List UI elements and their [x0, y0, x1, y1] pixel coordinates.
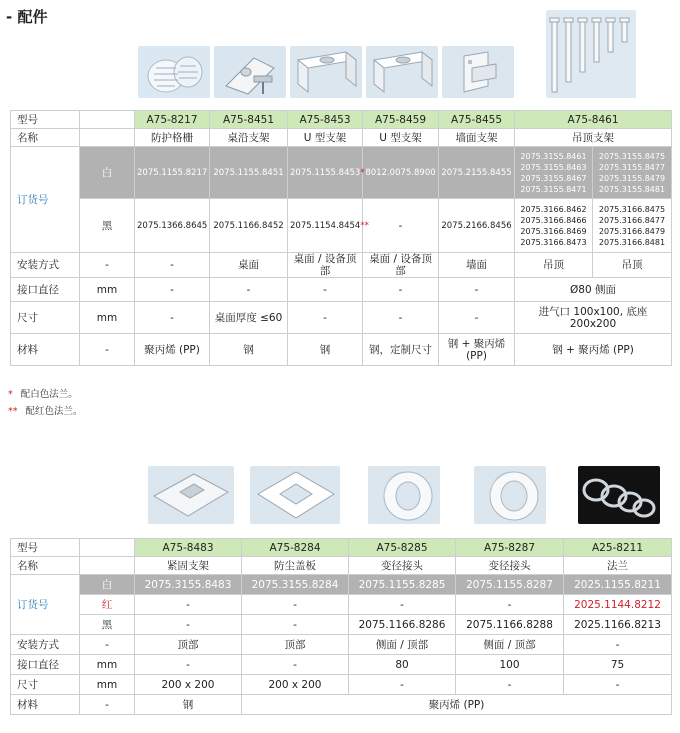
unit-cell: mm [80, 675, 135, 695]
footnote-mark: * [8, 389, 13, 400]
name-cell: 防护格栅 [135, 129, 210, 147]
order-code: 2075.3166.8477 [598, 215, 666, 225]
order-code: 2075.2166.8456 [439, 199, 515, 253]
model-cell: A25-8211 [564, 539, 672, 557]
ceiling-bracket-icon [546, 10, 636, 98]
name-cell: 桌沿支架 [210, 129, 288, 147]
install-cell: - [564, 635, 672, 655]
product-image-u-bracket-1 [290, 46, 362, 98]
material-cell: 聚丙烯 (PP) [135, 334, 210, 366]
label-black: 黑 [80, 199, 135, 253]
order-code: 2075.1166.8286 [349, 615, 456, 635]
name-cell: U 型支架 [363, 129, 439, 147]
unit-cell: mm [80, 302, 135, 334]
order-code: 2075.3155.8475 [598, 151, 666, 161]
fixing-bracket-icon [148, 466, 234, 524]
diameter-cell: 100 [456, 655, 564, 675]
order-code: 2075.3166.8481 [598, 237, 666, 247]
unit-cell: mm [80, 278, 135, 302]
label-name: 名称 [11, 129, 80, 147]
name-cell: 法兰 [564, 557, 672, 575]
order-code: 2075.1366.8645 [135, 199, 210, 253]
order-code: 2025.1144.8212 [564, 595, 672, 615]
model-cell: A75-8287 [456, 539, 564, 557]
accessories-table-2 [10, 538, 672, 715]
grille-icon [138, 46, 210, 98]
order-code: 2075.3166.8475 [598, 204, 666, 214]
row-order-white [11, 575, 672, 595]
unit-cell: - [80, 334, 135, 366]
desk-bracket-icon [214, 46, 286, 98]
model-cell: A75-8453 [288, 111, 363, 129]
install-cell: 侧面 / 顶部 [456, 635, 564, 655]
name-cell: U 型支架 [288, 129, 363, 147]
label-install: 安装方式 [11, 635, 80, 655]
order-code: 2075.1155.8287 [456, 575, 564, 595]
size-cell: 200 x 200 [135, 675, 242, 695]
order-code: 2075.3155.8284 [242, 575, 349, 595]
order-code: 2075.3155.8461 [520, 151, 587, 161]
order-code-list [515, 199, 593, 253]
footnote-mark: * [360, 167, 365, 178]
install-cell: 侧面 / 顶部 [349, 635, 456, 655]
model-cell: A75-8217 [135, 111, 210, 129]
install-cell: 墙面 [439, 253, 515, 278]
row-diameter [11, 655, 672, 675]
material-cell: 钢 [135, 695, 242, 715]
accessories-table-1 [10, 110, 672, 366]
model-cell: A75-8483 [135, 539, 242, 557]
order-code: 2025.1166.8213 [564, 615, 672, 635]
u-bracket-icon [290, 46, 362, 98]
diameter-cell: - [210, 278, 288, 302]
label-white: 白 [80, 147, 135, 199]
name-cell: 吊顶支架 [515, 129, 672, 147]
product-image-wall-bracket [442, 46, 514, 98]
install-cell: 吊顶 [515, 253, 593, 278]
order-code: 2075.1166.8288 [456, 615, 564, 635]
order-code: - [242, 615, 349, 635]
order-code: 2075.3166.8466 [520, 215, 587, 225]
unit-cell: - [80, 253, 135, 278]
product-image-grille [138, 46, 210, 98]
diameter-cell: - [288, 278, 363, 302]
row-material [11, 695, 672, 715]
label-diameter: 接口直径 [11, 278, 80, 302]
order-code: 2075.3166.8479 [598, 226, 666, 236]
size-cell: - [135, 302, 210, 334]
material-cell: 钢 + 聚丙烯 (PP) [439, 334, 515, 366]
row-install [11, 253, 672, 278]
model-cell: A75-8461 [515, 111, 672, 129]
install-cell: 桌面 [210, 253, 288, 278]
name-cell: 防尘盖板 [242, 557, 349, 575]
product-image-dust-cover [250, 466, 340, 524]
model-cell: A75-8459 [363, 111, 439, 129]
order-code: - [242, 595, 349, 615]
order-code: 2025.1155.8211 [564, 575, 672, 595]
order-code: 2075.3155.8481 [598, 184, 666, 194]
size-cell: 进气口 100x100, 底座 200x200 [515, 302, 672, 334]
diameter-cell: 75 [564, 655, 672, 675]
label-white: 白 [80, 575, 135, 595]
install-cell: 吊顶 [593, 253, 672, 278]
diameter-cell: - [135, 278, 210, 302]
order-code: 2075.1166.8452 [210, 199, 288, 253]
row-name [11, 557, 672, 575]
row-name [11, 129, 672, 147]
label-name: 名称 [11, 557, 80, 575]
model-cell: A75-8284 [242, 539, 349, 557]
install-cell: 顶部 [242, 635, 349, 655]
material-cell: 聚丙烯 (PP) [242, 695, 672, 715]
order-code: 2075.3155.8471 [520, 184, 587, 194]
name-cell: 墙面支架 [439, 129, 515, 147]
order-code-cell [288, 199, 369, 253]
material-cell: 钢 [288, 334, 363, 366]
u-bracket-icon [366, 46, 438, 98]
footnote-2: ** 配红色法兰。 [8, 406, 83, 417]
footnote-1: * 配白色法兰。 [8, 389, 78, 400]
label-black: 黑 [80, 615, 135, 635]
product-image-adapter-1 [368, 466, 440, 524]
label-size: 尺寸 [11, 675, 80, 695]
label-model: 型号 [11, 539, 80, 557]
model-cell: A75-8285 [349, 539, 456, 557]
model-cell: A75-8455 [439, 111, 515, 129]
section-title: - 配件 [6, 8, 48, 26]
name-cell: 紧固支架 [135, 557, 242, 575]
order-code-list [593, 199, 672, 253]
product-image-desk-bracket [214, 46, 286, 98]
label-red: 红 [80, 595, 135, 615]
install-cell: 桌面 / 设备顶部 [288, 253, 363, 278]
size-cell: - [363, 302, 439, 334]
order-code: 2075.1155.8451 [210, 147, 288, 199]
install-cell: 顶部 [135, 635, 242, 655]
diameter-cell: - [439, 278, 515, 302]
material-cell: 钢，定制尺寸 [363, 334, 439, 366]
size-cell: 200 x 200 [242, 675, 349, 695]
order-code: - [135, 595, 242, 615]
install-cell: - [135, 253, 210, 278]
name-cell: 变径接头 [349, 557, 456, 575]
row-model [11, 539, 672, 557]
row-install [11, 635, 672, 655]
order-code-list [593, 147, 672, 199]
order-code: - [135, 615, 242, 635]
flange-icon [578, 466, 660, 524]
row-size [11, 675, 672, 695]
material-cell: 钢 + 聚丙烯 (PP) [515, 334, 672, 366]
label-size: 尺寸 [11, 302, 80, 334]
model-cell: A75-8451 [210, 111, 288, 129]
row-order-black [11, 615, 672, 635]
order-code-cell [288, 147, 363, 199]
diameter-cell: Ø80 侧面 [515, 278, 672, 302]
label-order: 订货号 [11, 575, 80, 635]
unit-cell: - [80, 635, 135, 655]
footnote-mark: ** [8, 406, 18, 417]
adapter-icon [474, 466, 546, 524]
material-cell: 钢 [210, 334, 288, 366]
diameter-cell: - [363, 278, 439, 302]
unit-cell: - [80, 695, 135, 715]
wall-bracket-icon [442, 46, 514, 98]
unit-cell: mm [80, 655, 135, 675]
order-code: 2075.3155.8463 [520, 162, 587, 172]
row-order-red [11, 595, 672, 615]
diameter-cell: - [242, 655, 349, 675]
label-material: 材料 [11, 334, 80, 366]
row-order-black [11, 199, 672, 253]
order-code: 2075.3166.8469 [520, 226, 587, 236]
order-code: 2075.1155.8285 [349, 575, 456, 595]
diameter-cell: - [135, 655, 242, 675]
row-size [11, 302, 672, 334]
label-model: 型号 [11, 111, 80, 129]
product-image-fixing-bracket [148, 466, 234, 524]
order-code: 2075.3166.8462 [520, 204, 587, 214]
product-image-ceiling-bracket [546, 10, 636, 98]
product-image-flange [578, 466, 660, 524]
size-cell: 桌面厚度 ≤60 [210, 302, 288, 334]
dust-cover-icon [250, 466, 340, 524]
row-model [11, 111, 672, 129]
size-cell: - [564, 675, 672, 695]
order-code: 2075.1155.8217 [135, 147, 210, 199]
order-code: 2075.3155.8477 [598, 162, 666, 172]
size-cell: - [349, 675, 456, 695]
row-material [11, 334, 672, 366]
order-code-list [515, 147, 593, 199]
footnote-mark: ** [360, 220, 369, 231]
order-code: 2075.3155.8479 [598, 173, 666, 183]
row-order-white [11, 147, 672, 199]
install-cell: 桌面 / 设备顶部 [363, 253, 439, 278]
order-code: 2075.3155.8483 [135, 575, 242, 595]
size-cell: - [439, 302, 515, 334]
label-material: 材料 [11, 695, 80, 715]
product-image-u-bracket-2 [366, 46, 438, 98]
label-diameter: 接口直径 [11, 655, 80, 675]
size-cell: - [456, 675, 564, 695]
order-code: 2075.3155.8467 [520, 173, 587, 183]
product-image-adapter-2 [474, 466, 546, 524]
adapter-icon [368, 466, 440, 524]
row-diameter [11, 278, 672, 302]
order-code: 2075.1155.8453 [290, 167, 361, 178]
label-order: 订货号 [11, 147, 80, 253]
order-code: 8012.0075.8900 [363, 147, 439, 199]
order-code: - [349, 595, 456, 615]
label-install: 安装方式 [11, 253, 80, 278]
diameter-cell: 80 [349, 655, 456, 675]
order-code: - [363, 199, 439, 253]
order-code: 2075.3166.8473 [520, 237, 587, 247]
order-code: - [456, 595, 564, 615]
name-cell: 变径接头 [456, 557, 564, 575]
order-code: 2075.1154.8454 [290, 220, 361, 231]
size-cell: - [288, 302, 363, 334]
order-code: 2075.2155.8455 [439, 147, 515, 199]
